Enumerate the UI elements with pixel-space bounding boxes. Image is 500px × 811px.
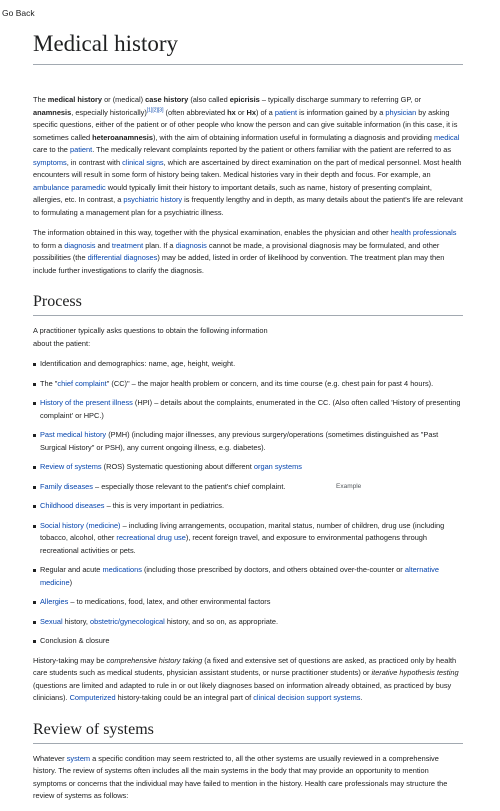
list-item: Social history (medicine) – including living arrangements, occupation, marital status, number of children, drug use (including tobacco, alcohol, other recreational drug use), recent foreign travel, and exposure to environmental pathogens through recreational activities or pets. [33,520,463,558]
bold-term: medical history [47,95,103,104]
bold-term: epicrisis [229,95,260,104]
list-item: Regular and acute medications (including those prescribed by doctors, and others obtained over-the-counter or alternative medicine) [33,564,463,589]
list-item: Identification and demographics: name, age, height, weight. [33,358,463,371]
list-item: Childhood diseases – this is very important in pediatrics. [33,500,463,513]
wiki-link[interactable]: Social history [40,520,84,530]
wiki-link[interactable]: medical [433,132,460,142]
wiki-link[interactable]: diagnosis [175,240,207,250]
intro-section [33,94,463,277]
list-item: Sexual history, obstetric/gynecological history, and so on, as appropriate. [33,616,463,629]
citation-link[interactable]: [1][2][3] [146,107,164,114]
wiki-link[interactable]: differential diagnoses [87,253,158,262]
list-item: Review of systems (ROS) Systematic questioning about different organ systems [33,461,463,474]
wiki-link[interactable]: symptoms [33,157,67,167]
wiki-link[interactable]: Allergies [40,597,69,606]
wiki-link[interactable]: medications [102,565,142,574]
wiki-link[interactable]: patient [274,107,298,117]
wiki-link[interactable]: obstetric/gynecological [90,616,165,626]
list-item: The "chief complaint" (CC)" – the major health problem or concern, and its time course (e.g. chest pain for past 4 hours). [33,378,463,391]
process-lead-column [33,325,288,350]
bold-term: heteroanamnesis [92,132,153,142]
list-item: Conclusion & closure [33,635,463,648]
wiki-link[interactable]: alternative medicine [40,565,439,587]
intro-paragraph-1: The medical history or (medical) case history (also called epicrisis – typically discharge summary to referring GP, or anamnesis, especially historically)[1][2][3] (often abbreviated hx or Hx) of a patient is information gained by a physician by asking specific questions, either of the patient or of other people who know the person and can give suitable information (in this case, it is sometimes called heteroanamnesis), with the aim of obtaining information useful in formulating a diagnosis and providing medical care to the patient. The medically relevant complaints reported by the patient or others familiar with the patient are referred to as symptoms, in contrast with clinical signs, which are ascertained by direct examination on the part of medical personnel. Most health encounters will result in some form of history being taken. Medical histories vary in their depth and focus. For example, an ambulance paramedic would typically limit their history to important details, such as name, history of presenting complaint, allergies, etc. In contrast, a psychiatric history is frequently lengthy and in depth, as many details about the patient's life are relevant to formulating a management plan for a psychiatric illness. [33,95,463,217]
bold-term: hx [227,107,236,117]
list-item: Past medical history (PMH) (including major illnesses, any previous surgery/operations (sometimes distinguished as "Past Surgical History" or PSH), any current ongoing illness, e.g. diabetes). [33,429,463,454]
wiki-link[interactable]: clinical decision support systems [253,693,361,702]
process-list [33,358,463,648]
wiki-link[interactable]: (medicine) [86,520,121,530]
wiki-link[interactable]: chief complaint [57,378,107,388]
section-heading-process: Process [33,293,463,316]
italic-term: comprehensive history taking [106,655,203,665]
list-item: History of the present illness (HPI) – details about the complaints, enumerated in the CC. (Also often called 'History of presenting complaint' or HPC.) [33,397,463,422]
wiki-link[interactable]: recreational drug use [116,533,186,542]
wiki-link[interactable]: system [66,753,91,763]
bold-term: anamnesis [33,107,72,117]
review-paragraph: Whatever system a specific condition may seem restricted to, all the other systems are usually reviewed in a comprehensive history. The review of systems often includes all the main systems in the body that may provide an opportunity to mention symptoms or concerns that the individual may have failed to mention in the history. Health care professionals may structure the review of systems as follows: [33,753,448,800]
wiki-link[interactable]: diagnosis [64,240,96,250]
wiki-link[interactable]: physician [385,107,417,117]
go-back-link[interactable]: Go Back [2,8,35,18]
wiki-link[interactable]: psychiatric history [123,195,183,204]
wiki-link[interactable]: organ systems [253,462,302,471]
page-title: Medical history [33,0,463,65]
wiki-link[interactable]: Past medical history [40,430,107,439]
process-section [33,325,463,705]
wiki-link[interactable]: Childhood diseases [40,501,105,510]
bold-term: case history [145,95,189,104]
wiki-link[interactable]: Family diseases [40,481,93,491]
wiki-link[interactable]: health professionals [390,228,457,237]
wiki-link[interactable]: Sexual [40,616,63,626]
wiki-link[interactable]: treatment [111,240,144,250]
wiki-link[interactable]: Computerized [69,693,116,702]
wiki-link[interactable]: clinical signs [122,157,164,167]
section-heading-review-of-systems: Review of systems [33,721,463,744]
wiki-link[interactable]: ambulance paramedic [33,182,106,192]
list-item: Family diseases – especially those relevant to the patient's chief complaint. [33,481,463,494]
wiki-link[interactable]: Review of systems [40,462,102,471]
bold-term: Hx [246,107,256,117]
process-lead: A practitioner typically asks questions to obtain the following information about the patient: [33,326,268,348]
process-after-paragraph: History-taking may be comprehensive history taking (a fixed and extensive set of questions are asked, as practiced only by health care students such as medical students, physician assistant students, or nurse practitioner students) or iterative hypothesis testing (questions are limited and adapted to rule in or out likely diagnoses based on information already obtained, as practiced by busy clinicians). Computerized history-taking could be an integral part of clinical decision support systems. [33,655,459,702]
article [33,0,463,811]
wiki-link[interactable]: History of the present illness [40,398,133,407]
wiki-link[interactable]: patient [69,145,93,154]
example-figure-caption: Example [336,483,362,490]
italic-term: iterative hypothesis testing [371,668,459,677]
list-item: Allergies – to medications, food, latex, and other environmental factors [33,596,463,609]
intro-paragraph-2: The information obtained in this way, together with the physical examination, enables the physician and other health professionals to form a diagnosis and treatment plan. If a diagnosis cannot be made, a provisional diagnosis may be formulated, and other possibilities (the differential diagnoses) may be added, listed in order of likelihood by convention. The treatment plan may then include further investigations to clarify the diagnosis. [33,228,457,275]
